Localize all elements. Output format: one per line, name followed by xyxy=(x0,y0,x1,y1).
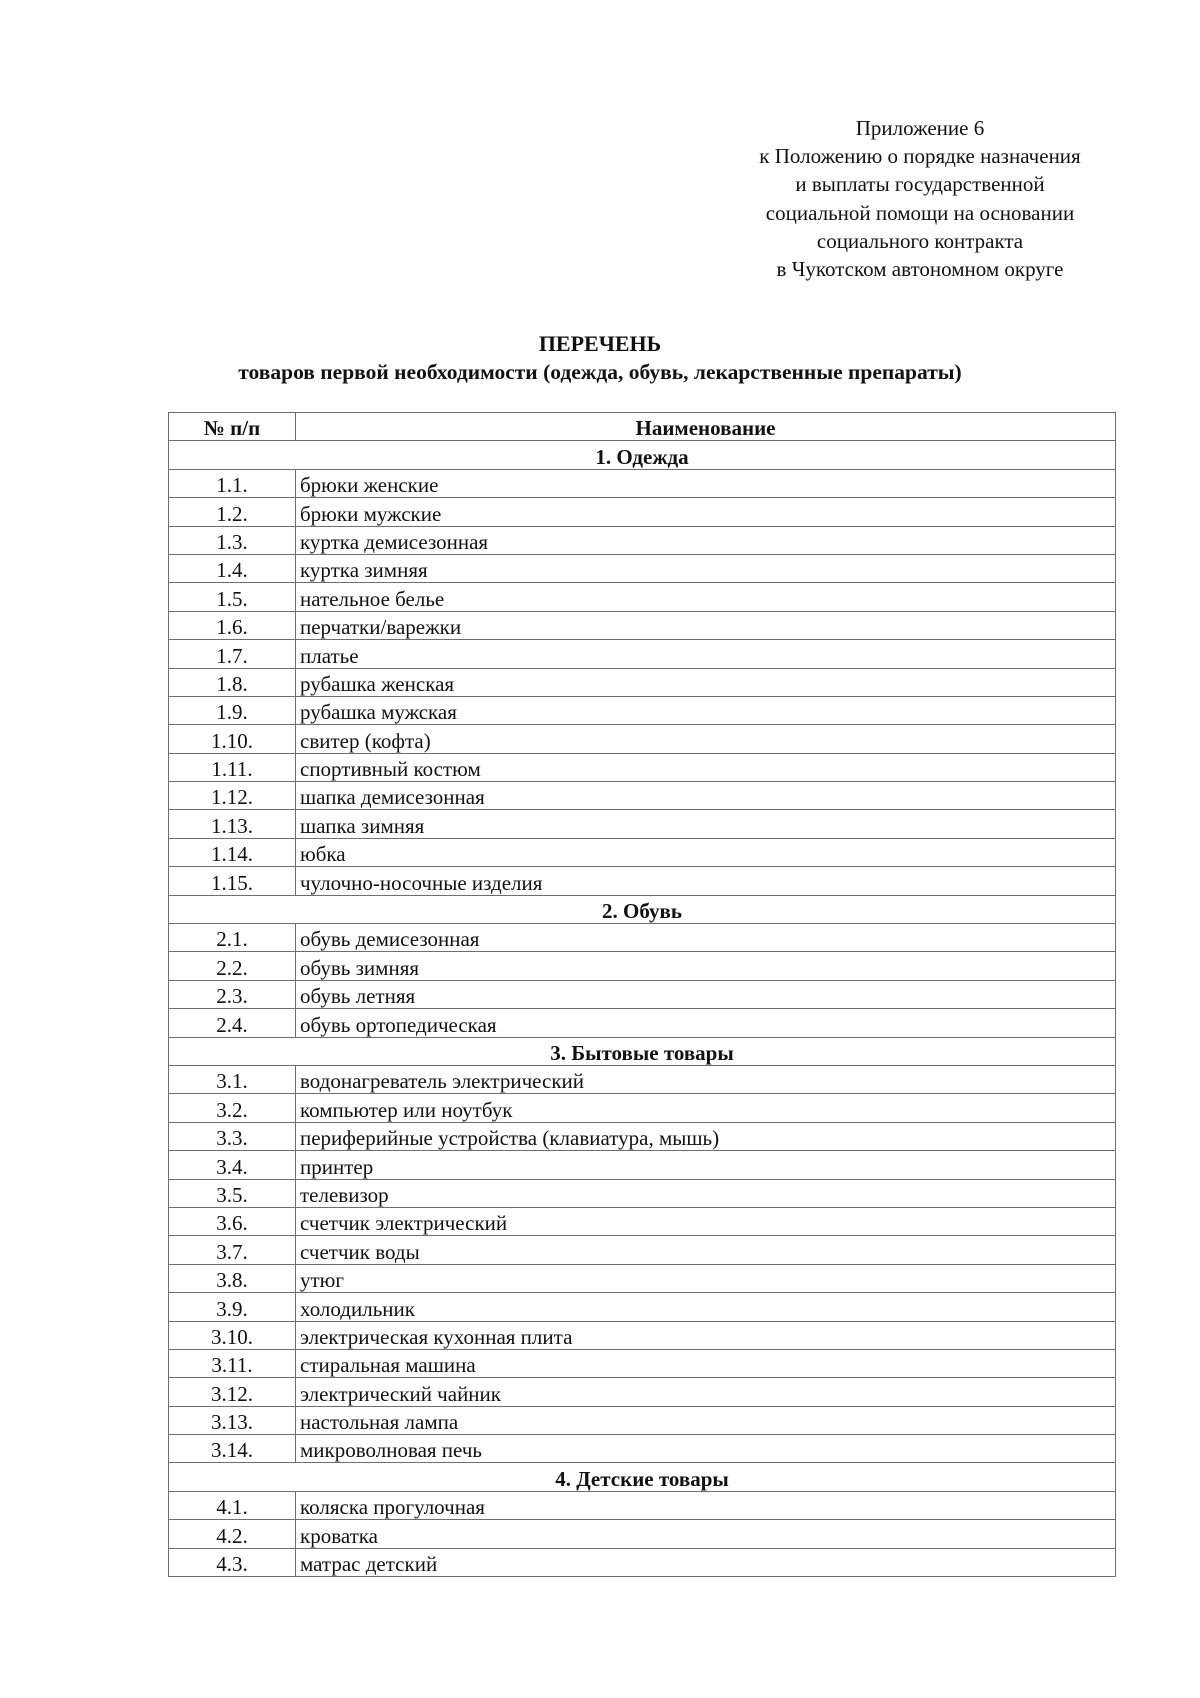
table-row xyxy=(169,1378,1116,1406)
item-number: 1.3. xyxy=(169,526,296,554)
table-row xyxy=(169,554,1116,582)
table-row xyxy=(169,696,1116,724)
item-number: 3.4. xyxy=(169,1151,296,1179)
table-row xyxy=(169,1406,1116,1434)
item-number: 3.14. xyxy=(169,1435,296,1463)
table-row xyxy=(169,1264,1116,1292)
section-row xyxy=(169,441,1116,469)
item-number: 1.12. xyxy=(169,782,296,810)
table-row xyxy=(169,668,1116,696)
item-number: 4.2. xyxy=(169,1520,296,1548)
item-number: 1.1. xyxy=(169,469,296,497)
item-name: счетчик электрический xyxy=(296,1207,1116,1235)
table-row xyxy=(169,1548,1116,1576)
table-row xyxy=(169,810,1116,838)
item-name: чулочно-носочные изделия xyxy=(296,867,1116,895)
item-name: куртка зимняя xyxy=(296,554,1116,582)
item-name: спортивный костюм xyxy=(296,753,1116,781)
item-name: обувь зимняя xyxy=(296,952,1116,980)
item-number: 3.8. xyxy=(169,1264,296,1292)
item-name: электрическая кухонная плита xyxy=(296,1321,1116,1349)
item-number: 1.13. xyxy=(169,810,296,838)
appendix-line: Приложение 6 xyxy=(855,116,985,140)
table-row xyxy=(169,498,1116,526)
appendix-line: к Положению о порядке назначения xyxy=(759,144,1081,169)
table-row xyxy=(169,1122,1116,1150)
item-name: принтер xyxy=(296,1151,1116,1179)
table-row xyxy=(169,1009,1116,1037)
item-number: 3.2. xyxy=(169,1094,296,1122)
item-number: 3.7. xyxy=(169,1236,296,1264)
item-number: 2.4. xyxy=(169,1009,296,1037)
item-number: 3.10. xyxy=(169,1321,296,1349)
item-number: 1.14. xyxy=(169,838,296,866)
table-row xyxy=(169,1349,1116,1377)
appendix-header xyxy=(700,114,1140,283)
item-number: 1.7. xyxy=(169,640,296,668)
item-name: утюг xyxy=(296,1264,1116,1292)
header-name: Наименование xyxy=(296,413,1116,441)
item-name: нательное белье xyxy=(296,583,1116,611)
item-number: 1.11. xyxy=(169,753,296,781)
item-number: 3.13. xyxy=(169,1406,296,1434)
item-name: электрический чайник xyxy=(296,1378,1116,1406)
item-number: 4.3. xyxy=(169,1548,296,1576)
item-name: свитер (кофта) xyxy=(296,725,1116,753)
appendix-line: социальной помощи на основании xyxy=(765,200,1075,225)
table-row xyxy=(169,1435,1116,1463)
item-number: 1.4. xyxy=(169,554,296,582)
appendix-line: в Чукотском автономном округе xyxy=(776,257,1064,282)
item-name: телевизор xyxy=(296,1179,1116,1207)
item-number: 1.2. xyxy=(169,498,296,526)
item-name: водонагреватель электрический xyxy=(296,1065,1116,1093)
item-name: стиральная машина xyxy=(296,1349,1116,1377)
item-name: шапка зимняя xyxy=(296,810,1116,838)
table-row xyxy=(169,640,1116,668)
section-title: 3. Бытовые товары xyxy=(169,1037,1116,1065)
table-row xyxy=(169,980,1116,1008)
item-name: компьютер или ноутбук xyxy=(296,1094,1116,1122)
section-title: 1. Одежда xyxy=(169,441,1116,469)
table-row xyxy=(169,1293,1116,1321)
item-name: юбка xyxy=(296,838,1116,866)
item-name: брюки мужские xyxy=(296,498,1116,526)
section-title: 4. Детские товары xyxy=(169,1463,1116,1491)
item-name: счетчик воды xyxy=(296,1236,1116,1264)
item-number: 2.3. xyxy=(169,980,296,1008)
item-name: периферийные устройства (клавиатура, мышь) xyxy=(296,1122,1116,1150)
section-title: 2. Обувь xyxy=(169,895,1116,923)
item-name: куртка демисезонная xyxy=(296,526,1116,554)
table-row xyxy=(169,1179,1116,1207)
item-name: платье xyxy=(296,640,1116,668)
item-number: 3.1. xyxy=(169,1065,296,1093)
item-number: 3.11. xyxy=(169,1349,296,1377)
appendix-line: социального контракта xyxy=(816,228,1024,253)
section-row xyxy=(169,1037,1116,1065)
item-number: 4.1. xyxy=(169,1491,296,1519)
item-name: кроватка xyxy=(296,1520,1116,1548)
document-title xyxy=(0,330,1200,386)
table-row xyxy=(169,725,1116,753)
item-number: 1.8. xyxy=(169,668,296,696)
item-number: 1.9. xyxy=(169,696,296,724)
title-main: ПЕРЕЧЕНЬ xyxy=(538,331,662,356)
table-row xyxy=(169,526,1116,554)
item-number: 3.12. xyxy=(169,1378,296,1406)
item-name: коляска прогулочная xyxy=(296,1491,1116,1519)
table-row xyxy=(169,1094,1116,1122)
table-row xyxy=(169,1151,1116,1179)
item-name: перчатки/варежки xyxy=(296,611,1116,639)
table-row xyxy=(169,867,1116,895)
item-number: 1.6. xyxy=(169,611,296,639)
table-row xyxy=(169,924,1116,952)
table-header-row xyxy=(169,413,1116,441)
table-row xyxy=(169,1520,1116,1548)
table-row xyxy=(169,838,1116,866)
item-name: брюки женские xyxy=(296,469,1116,497)
item-name: микроволновая печь xyxy=(296,1435,1116,1463)
title-subtitle: товаров первой необходимости (одежда, обувь, лекарственные препараты) xyxy=(238,360,962,384)
section-row xyxy=(169,895,1116,923)
table-row xyxy=(169,1065,1116,1093)
appendix-line: и выплаты государственной xyxy=(795,172,1045,197)
item-number: 1.10. xyxy=(169,725,296,753)
item-number: 2.1. xyxy=(169,924,296,952)
item-name: матрас детский xyxy=(296,1548,1116,1576)
table-row xyxy=(169,753,1116,781)
item-name: рубашка женская xyxy=(296,668,1116,696)
item-name: обувь ортопедическая xyxy=(296,1009,1116,1037)
item-name: шапка демисезонная xyxy=(296,782,1116,810)
table-row xyxy=(169,952,1116,980)
item-number: 3.5. xyxy=(169,1179,296,1207)
item-number: 3.3. xyxy=(169,1122,296,1150)
table-row xyxy=(169,583,1116,611)
item-name: холодильник xyxy=(296,1293,1116,1321)
section-row xyxy=(169,1463,1116,1491)
table-row xyxy=(169,469,1116,497)
item-number: 3.9. xyxy=(169,1293,296,1321)
item-name: рубашка мужская xyxy=(296,696,1116,724)
goods-table-body xyxy=(169,413,1116,1577)
item-name: настольная лампа xyxy=(296,1406,1116,1434)
item-number: 3.6. xyxy=(169,1207,296,1235)
goods-table xyxy=(168,412,1116,1577)
table-row xyxy=(169,1236,1116,1264)
table-row xyxy=(169,1207,1116,1235)
header-number: № п/п xyxy=(169,413,296,441)
item-number: 1.15. xyxy=(169,867,296,895)
item-name: обувь демисезонная xyxy=(296,924,1116,952)
table-row xyxy=(169,611,1116,639)
item-name: обувь летняя xyxy=(296,980,1116,1008)
table-row xyxy=(169,1321,1116,1349)
table-row xyxy=(169,1491,1116,1519)
table-row xyxy=(169,782,1116,810)
item-number: 2.2. xyxy=(169,952,296,980)
item-number: 1.5. xyxy=(169,583,296,611)
